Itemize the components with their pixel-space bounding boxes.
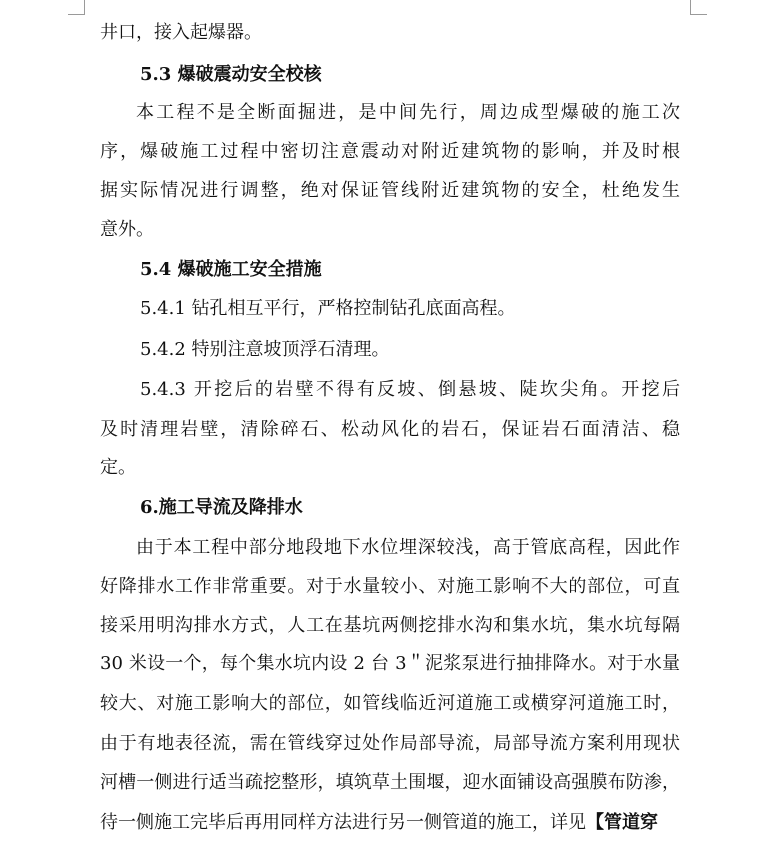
paragraph-line: 较大、对施工影响大的部位，如管线临近河道施工或横穿河道施工时， <box>100 693 680 714</box>
crop-mark-left <box>84 0 85 14</box>
paragraph-line: 30 米设一个，每个集水坑内设 2 台 3＂泥浆泵进行抽排降水。对于水量 <box>100 653 680 674</box>
crop-mark-right <box>690 0 691 14</box>
crop-mark-right-h <box>690 14 707 15</box>
section-heading-5-3: 5.3 爆破震动安全校核 <box>140 64 322 85</box>
paragraph-line: 序，爆破施工过程中密切注意震动对附近建筑物的影响，并及时根 <box>100 141 680 162</box>
paragraph-line: 好降排水工作非常重要。对于水量较小、对施工影响不大的部位，可直 <box>100 576 680 597</box>
paragraph-line: 由于有地表径流，需在管线穿过处作局部导流，局部导流方案利用现状 <box>100 733 680 754</box>
paragraph-line: 井口，接入起爆器。 <box>100 22 262 43</box>
list-item: 5.4.2 特别注意坡顶浮石清理。 <box>140 339 390 360</box>
paragraph-line: 定。 <box>100 457 136 478</box>
paragraph-line: 本工程不是全断面掘进，是中间先行，周边成型爆破的施工次 <box>136 102 680 123</box>
paragraph-line: 由于本工程中部分地段地下水位埋深较浅，高于管底高程，因此作 <box>136 537 680 558</box>
crop-mark-left-h <box>68 14 85 15</box>
paragraph-line: 意外。 <box>100 219 154 240</box>
paragraph-line: 据实际情况进行调整，绝对保证管线附近建筑物的安全，杜绝发生 <box>100 180 680 201</box>
reference-link[interactable]: 【管道穿 <box>586 812 658 833</box>
paragraph-line: 河槽一侧进行适当疏挖整形，填筑草土围堰，迎水面铺设高强膜布防渗， <box>100 772 680 793</box>
section-heading-6: 6.施工导流及降排水 <box>140 497 303 518</box>
list-item: 5.4.1 钻孔相互平行，严格控制钻孔底面高程。 <box>140 298 516 319</box>
section-heading-5-4: 5.4 爆破施工安全措施 <box>140 259 322 280</box>
list-item: 5.4.3 开挖后的岩壁不得有反坡、倒悬坡、陡坎尖角。开挖后 <box>140 379 680 400</box>
paragraph-line: 及时清理岩壁，清除碎石、松动风化的岩石，保证岩石面清洁、稳 <box>100 419 680 440</box>
paragraph-text: 待一侧施工完毕后再用同样方法进行另一侧管道的施工，详见 <box>100 812 586 833</box>
paragraph-line-last <box>100 811 680 835</box>
paragraph-line: 接采用明沟排水方式，人工在基坑两侧挖排水沟和集水坑，集水坑每隔 <box>100 615 680 636</box>
